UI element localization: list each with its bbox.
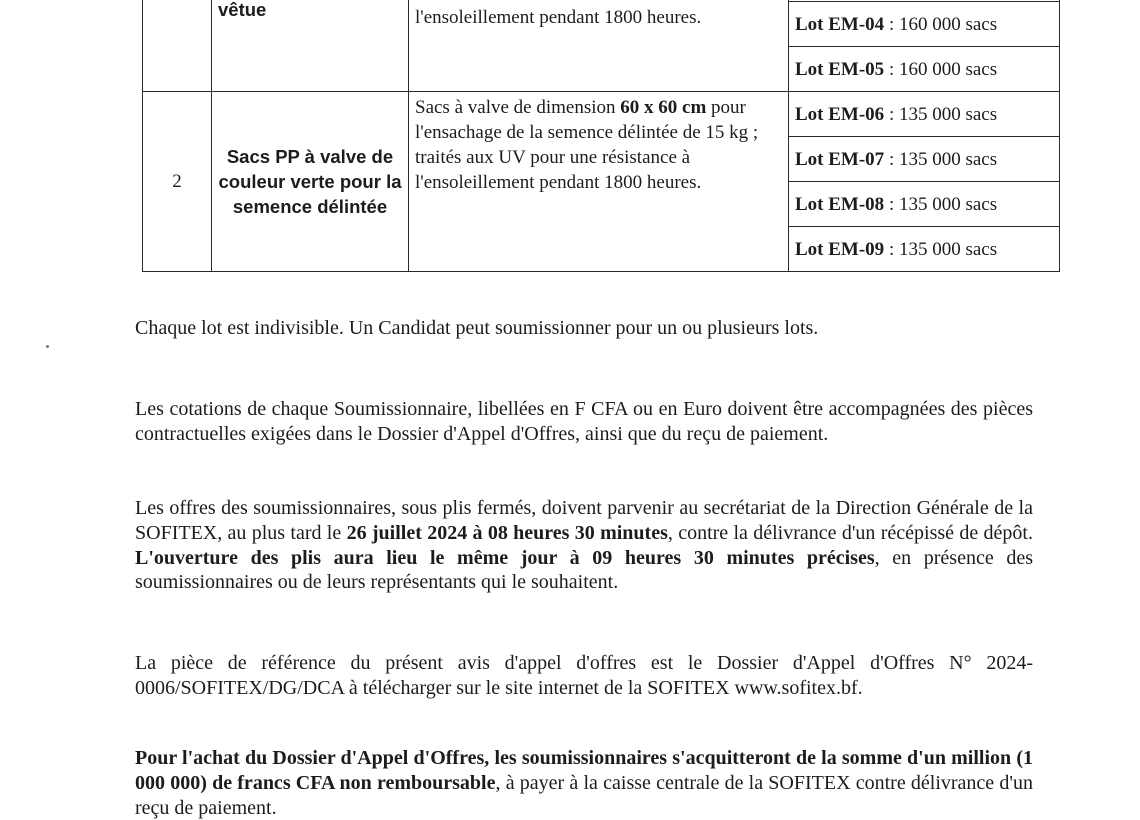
paragraph-lots-indivisible: Chaque lot est indivisible. Un Candidat peut soumissionner pour un ou plusieurs lots. [135,317,819,339]
paragraph-achat-dossier [135,746,1033,820]
lot-code: Lot EM-06 [795,103,885,125]
lot-qty: : 135 000 sacs [884,148,998,170]
row1-number-cell [143,0,212,92]
paragraph-reference-dossier: La pièce de référence du présent avis d'appel d'offres est le Dossier d'Appel d'Offres N° 2024-0006/SOFITEX/DG/DCA à télécharger sur le site internet de la SOFITEX www.sofitex.bf. [135,652,1033,699]
lot-code: Lot EM-08 [795,193,885,215]
lot-qty: : 135 000 sacs [884,103,998,125]
row2-desc-dimension: 60 x 60 cm [620,97,707,118]
row1-desc-fragment: l'ensoleillement pendant 1800 heures. [415,7,702,28]
row2-name-cell [212,92,409,272]
row1-name-fragment: vêtue [218,0,267,20]
row2-desc-part2: pour l'ensachage de la semence délintée de 15 kg ; traités aux UV pour une résistance à l'ensoleillement pendant 1800 heures. [415,97,759,193]
row2-desc-cell [409,92,789,272]
achat-bold-text: Pour l'achat du Dossier d'Appel d'Offres, les soumissionnaires s'acquitteront de la somme d'un million (1 000 000) de francs CFA non remboursable [135,747,1033,794]
lot-qty: : 160 000 sacs [884,13,998,35]
row2-name: Sacs PP à valve de couleur verte pour la semence délintée [218,146,402,217]
lot-code: Lot EM-07 [795,148,885,170]
lot-code: Lot EM-05 [795,58,885,80]
opening-time: L'ouverture des plis aura lieu le même jour à 09 heures 30 minutes précises [135,546,875,569]
deadline-date: 26 juillet 2024 à 08 heures 30 minutes [346,521,668,544]
lot-cell-em04 [789,2,1060,47]
lot-cell-em06 [789,92,1060,137]
lot-cell-em05 [789,47,1060,92]
row1-name-cell [212,0,409,92]
offres-text-3: , en présence des soumissionnaires ou de leurs représentants qui le souhaitent. [135,546,1033,594]
row2-desc-part1: Sacs à valve de dimension [415,97,621,118]
lot-code: Lot EM-04 [795,13,885,35]
scan-speck [46,345,49,348]
lot-cell-em07 [789,137,1060,182]
lot-cell-em09 [789,227,1060,272]
row2-number: 2 [172,171,182,192]
lot-qty: : 135 000 sacs [884,193,998,215]
row2-number-cell [143,92,212,272]
offres-text-1: Les offres des soumissionnaires, sous plis fermés, doivent parvenir au secrétariat de la Direction Générale de la SOFITEX, au plus tard le [135,497,1033,544]
lots-table [142,0,1060,272]
paragraph-offres-deadline [135,496,1033,595]
achat-text: , à payer à la caisse centrale de la SOFITEX contre délivrance d'un reçu de paiement. [135,771,1033,819]
lot-qty: : 160 000 sacs [884,58,998,80]
offres-text-2: , contre la délivrance d'un récépissé de dépôt. [667,521,1033,544]
paragraph-cotations: Les cotations de chaque Soumissionnaire, libellées en F CFA ou en Euro doivent être accompagnées des pièces contractuelles exigées dans le Dossier d'Appel d'Offres, ainsi que du reçu de paiement. [135,398,1033,445]
lot-code: Lot EM-09 [795,238,885,260]
row1-desc-cell [409,0,789,92]
lot-qty: : 135 000 sacs [884,238,998,260]
lot-cell-em08 [789,182,1060,227]
